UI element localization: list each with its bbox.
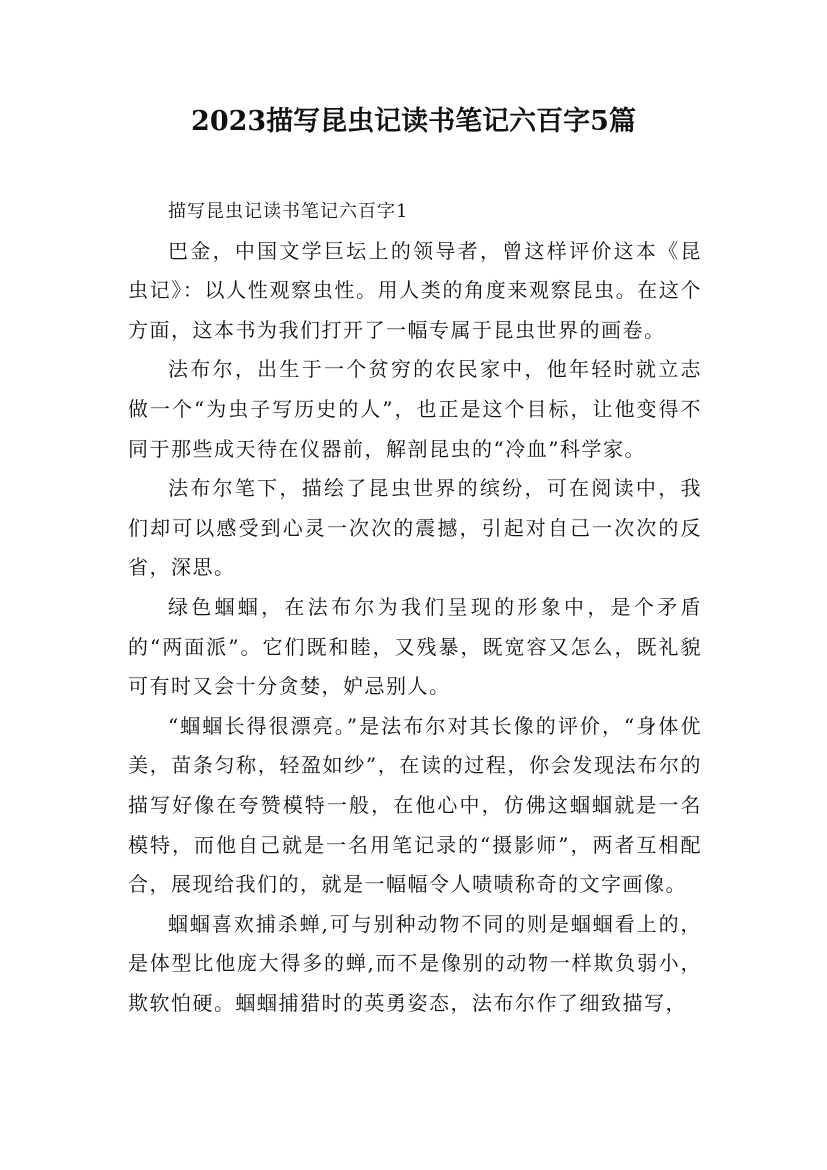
document-title: 2023描写昆虫记读书笔记六百字5篇 (191, 106, 636, 137)
document-body (128, 192, 702, 1023)
paragraph: 巴金，中国文学巨坛上的领导者，曾这样评价这本《昆虫记》：以人性观察虫性。用人类的角度来观察昆虫。在这个方面，这本书为我们打开了一幅专属于昆虫世界的画卷。 (128, 238, 702, 342)
paragraph: 蝈蝈喜欢捕杀蝉,可与别种动物不同的则是蝈蝈看上的，是体型比他庞大得多的蝉,而不是像别的动物一样欺负弱小，欺软怕硬。蝈蝈捕猎时的英勇姿态，法布尔作了细致描写， (128, 911, 702, 1015)
section-subheading: 描写昆虫记读书笔记六百字1 (168, 201, 409, 222)
paragraph: “蝈蝈长得很漂亮。”是法布尔对其长像的评价，“身体优美，苗条匀称，轻盈如纱”，在读的过程，你会发现法布尔的描写好像在夸赞模特一般，在他心中，仿佛这蝈蝈就是一名模特，而他自己就是一名用笔记录的“摄影师”，两者互相配合，展现给我们的，就是一幅幅令人啧啧称奇的文字画像。 (128, 713, 702, 897)
paragraph: 法布尔笔下，描绘了昆虫世界的缤纷，可在阅读中，我们却可以感受到心灵一次次的震撼，引起对自己一次次的反省，深思。 (128, 476, 702, 580)
paragraph: 法布尔，出生于一个贫穷的农民家中，他年轻时就立志做一个“为虫子写历史的人”，也正是这个目标，让他变得不同于那些成天待在仪器前，解剖昆虫的“冷血”科学家。 (128, 357, 702, 461)
paragraph: 绿色蝈蝈，在法布尔为我们呈现的形象中，是个矛盾的“两面派”。它们既和睦，又残暴，既宽容又怎么，既礼貌可有时又会十分贪婪，妒忌别人。 (128, 594, 702, 699)
